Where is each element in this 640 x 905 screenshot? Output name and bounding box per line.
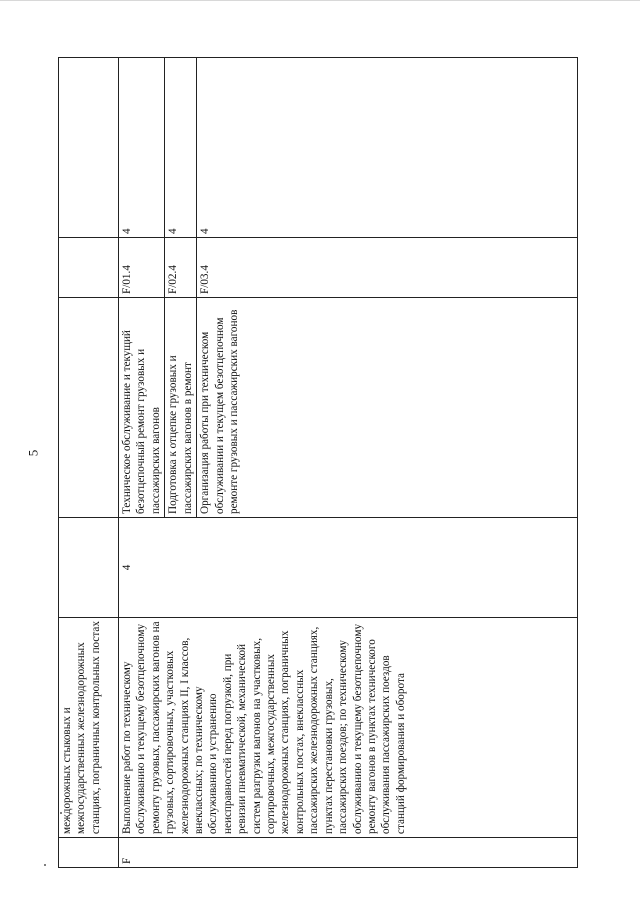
empty-cell	[59, 58, 119, 238]
rotated-table	[58, 58, 578, 868]
empty-cell	[59, 238, 119, 298]
empty-cell	[59, 838, 119, 868]
labor-function-code: F/01.4	[119, 238, 165, 298]
functions-table	[58, 57, 578, 868]
function-code-cell: F	[119, 838, 578, 868]
empty-cell	[59, 298, 119, 518]
labor-function-level: 4	[197, 58, 578, 238]
continuation-cell: междорожных стыковых и межгосударственных железнодорожных станциях, пограничных контрольных постах	[59, 618, 119, 838]
labor-function-name: Техническое обслуживание и текущий безотцепочный ремонт грузовых и пассажирских вагонов	[119, 298, 165, 518]
rotated-table-container	[58, 58, 578, 868]
function-level-cell: 4	[119, 518, 578, 618]
labor-function-name: Организация работы при техническом обслуживании и текущем безотцепочном ремонте грузовых и пассажирских вагонов	[197, 298, 578, 518]
labor-function-code: F/03.4	[197, 238, 578, 298]
function-name-cell: Выполнение работ по техническому обслуживанию и текущему безотцепочному ремонту грузовых, пассажирских вагонов на грузовых, сортировочных, участковых железнодорожных станциях II, I классов, внеклассных; по техническому обслуживанию и устранению неисправностей перед погрузкой, при ревизии пневматической, механической систем разгрузки вагонов на участковых, сортировочных, межгосударственных железнодорожных станциях, пограничных контрольных постах, внеклассных пассажирских железнодорожных станциях, пунктах перестановки грузовых, пассажирских поездов; по техническому обслуживанию и текущему безотцепочному ремонту вагонов в пунктах технического обслуживания пассажирских поездов станций формирования и оборота	[119, 618, 578, 838]
labor-function-code: F/02.4	[165, 238, 197, 298]
scan-speck	[44, 864, 46, 866]
page-number: 5	[25, 449, 41, 457]
scan-edge-line	[0, 0, 640, 1]
table-row	[119, 58, 165, 868]
labor-function-level: 4	[119, 58, 165, 238]
labor-function-name: Подготовка к отцепке грузовых и пассажирских вагонов в ремонт	[165, 298, 197, 518]
empty-cell	[59, 518, 119, 618]
labor-function-level: 4	[165, 58, 197, 238]
table-row-continuation	[59, 58, 119, 868]
